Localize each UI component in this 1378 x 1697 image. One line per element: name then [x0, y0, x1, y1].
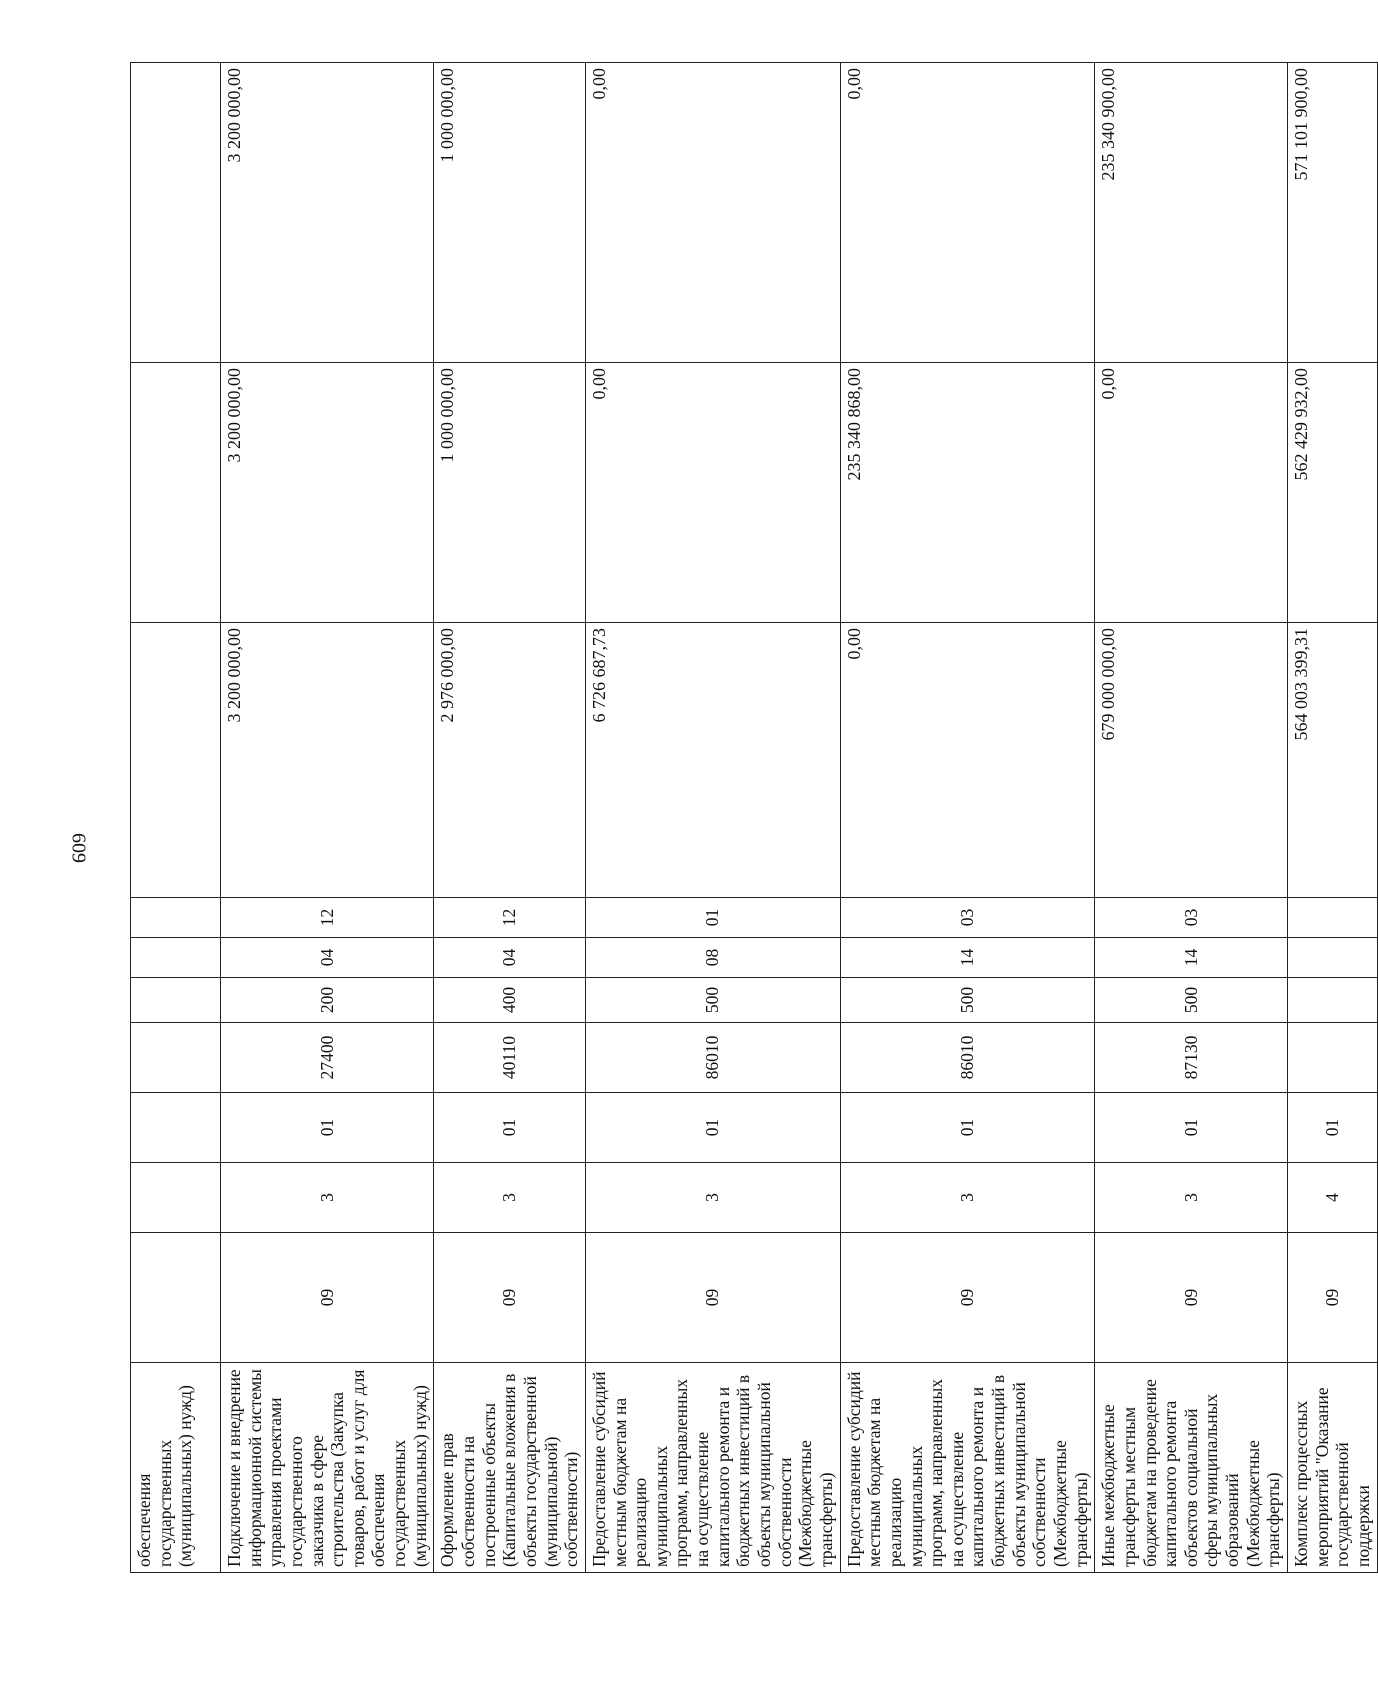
cell-pgp: 3	[840, 1163, 1095, 1233]
cell-item	[131, 1023, 221, 1093]
cell-sum3: 3 200 000,00	[221, 63, 434, 363]
cell-pr: 12	[434, 898, 585, 938]
cell-sum2: 3 200 000,00	[221, 363, 434, 623]
cell-gp	[131, 1233, 221, 1363]
cell-sum2: 562 429 932,00	[1288, 363, 1378, 623]
page-number: 609	[67, 833, 90, 863]
cell-vr: 500	[1095, 978, 1288, 1023]
cell-name: Предоставление субсидий местным бюджетам на реализацию муниципальных программ, направленных на осуществление капитального ремонта и бюджетных инвестиций в объекты муниципальной собственности (Межбюджетные трансферты)	[585, 1363, 840, 1573]
cell-sub: 01	[1095, 1093, 1288, 1163]
cell-item: 86010	[840, 1023, 1095, 1093]
cell-vr: 200	[221, 978, 434, 1023]
cell-name: Комплекс процессных мероприятий "Оказание государственной поддержки	[1288, 1363, 1378, 1573]
cell-vr	[1288, 978, 1378, 1023]
cell-item: 86010	[585, 1023, 840, 1093]
cell-pr: 03	[840, 898, 1095, 938]
cell-sum3: 0,00	[840, 63, 1095, 363]
cell-sum2: 0,00	[1095, 363, 1288, 623]
cell-item: 40110	[434, 1023, 585, 1093]
cell-sub: 01	[840, 1093, 1095, 1163]
cell-sum1: 6 726 687,73	[585, 623, 840, 898]
cell-sum3: 0,00	[585, 63, 840, 363]
cell-sum1: 0,00	[840, 623, 1095, 898]
cell-pr	[131, 898, 221, 938]
cell-gp: 09	[221, 1233, 434, 1363]
cell-pgp: 3	[585, 1163, 840, 1233]
cell-gp: 09	[840, 1233, 1095, 1363]
cell-rz	[1288, 938, 1378, 978]
table-row	[840, 63, 1095, 1573]
cell-sum1	[131, 623, 221, 898]
cell-pgp: 3	[434, 1163, 585, 1233]
cell-sub: 01	[585, 1093, 840, 1163]
cell-vr: 400	[434, 978, 585, 1023]
cell-name: обеспечения государственных (муниципальных) нужд)	[131, 1363, 221, 1573]
cell-sum3: 1 000 000,00	[434, 63, 585, 363]
cell-gp: 09	[1288, 1233, 1378, 1363]
cell-item: 27400	[221, 1023, 434, 1093]
cell-sum3	[131, 63, 221, 363]
table-row	[1288, 63, 1378, 1573]
cell-pr: 01	[585, 898, 840, 938]
cell-sum1: 2 976 000,00	[434, 623, 585, 898]
cell-sum3: 571 101 900,00	[1288, 63, 1378, 363]
cell-pr	[1288, 898, 1378, 938]
cell-sub: 01	[434, 1093, 585, 1163]
cell-sum2: 0,00	[585, 363, 840, 623]
cell-pr: 03	[1095, 898, 1288, 938]
cell-sum1: 3 200 000,00	[221, 623, 434, 898]
cell-sum1: 564 003 399,31	[1288, 623, 1378, 898]
cell-rz: 14	[840, 938, 1095, 978]
cell-rz: 04	[221, 938, 434, 978]
cell-sub: 01	[221, 1093, 434, 1163]
table-row	[1095, 63, 1288, 1573]
cell-rz: 08	[585, 938, 840, 978]
table-row	[221, 63, 434, 1573]
budget-table	[130, 62, 1378, 1573]
cell-sum3: 235 340 900,00	[1095, 63, 1288, 363]
cell-gp: 09	[1095, 1233, 1288, 1363]
cell-pgp	[131, 1163, 221, 1233]
cell-sub	[131, 1093, 221, 1163]
table-row	[434, 63, 585, 1573]
cell-item: 87130	[1095, 1023, 1288, 1093]
cell-pgp: 3	[221, 1163, 434, 1233]
cell-sum2	[131, 363, 221, 623]
cell-name: Предоставление субсидий местным бюджетам на реализацию муниципальных программ, направленных на осуществление капитального ремонта и бюджетных инвестиций в объекты муниципальной собственности (Межбюджетные трансферты)	[840, 1363, 1095, 1573]
cell-gp: 09	[434, 1233, 585, 1363]
cell-name: Иные межбюджетные трансферты местным бюджетам на проведение капитального ремонта объектов социальной сферы муниципальных образований (Межбюджетные трансферты)	[1095, 1363, 1288, 1573]
table-row	[131, 63, 221, 1573]
cell-item	[1288, 1023, 1378, 1093]
rotated-table-container	[130, 63, 1373, 1573]
cell-name: Подключение и внедрение информационной системы управления проектами государственного заказчика в сфере строительства (Закупка товаров, работ и услуг для обеспечения государственных (муниципальных) нужд)	[221, 1363, 434, 1573]
cell-sum2: 1 000 000,00	[434, 363, 585, 623]
cell-name: Оформление прав собственности на построенные объекты (Капитальные вложения в объекты государственной (муниципальной) собственности)	[434, 1363, 585, 1573]
cell-rz: 04	[434, 938, 585, 978]
cell-vr: 500	[585, 978, 840, 1023]
cell-pgp: 4	[1288, 1163, 1378, 1233]
cell-rz: 14	[1095, 938, 1288, 978]
cell-gp: 09	[585, 1233, 840, 1363]
cell-sum1: 679 000 000,00	[1095, 623, 1288, 898]
cell-rz	[131, 938, 221, 978]
cell-sub: 01	[1288, 1093, 1378, 1163]
table-body	[131, 63, 1378, 1573]
cell-vr	[131, 978, 221, 1023]
cell-vr: 500	[840, 978, 1095, 1023]
cell-pgp: 3	[1095, 1163, 1288, 1233]
cell-sum2: 235 340 868,00	[840, 363, 1095, 623]
table-row	[585, 63, 840, 1573]
cell-pr: 12	[221, 898, 434, 938]
